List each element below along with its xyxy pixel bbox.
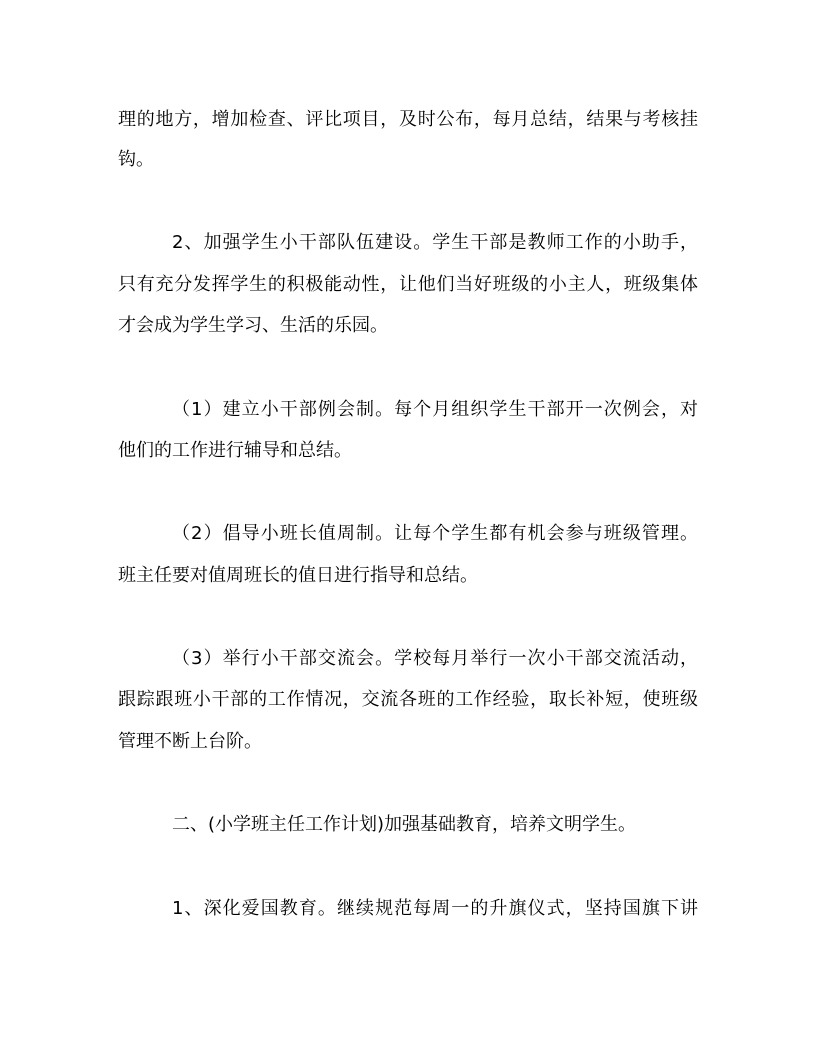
- section-heading: 二、(小学班主任工作计划)加强基础教育，培养文明学生。: [172, 814, 637, 835]
- paragraph-3-line-2: 他们的工作进行辅导和总结。: [118, 440, 352, 461]
- paragraph-3-line-1: （1）建立小干部例会制。每个月组织学生干部开一次例会，对: [172, 399, 698, 420]
- paragraph-5-line-2: 跟踪跟班小干部的工作情况，交流各班的工作经验，取长补短，使班级: [118, 689, 698, 710]
- paragraph-4-line-1: （2）倡导小班长值周制。让每个学生都有机会参与班级管理。: [172, 523, 698, 544]
- paragraph-2-line-3: 才会成为学生学习、生活的乐园。: [118, 315, 388, 336]
- paragraph-7-line-1: 1、深化爱国教育。继续规范每周一的升旗仪式，坚持国旗下讲: [172, 898, 698, 919]
- paragraph-5-line-1: （3）举行小干部交流会。学校每月举行一次小干部交流活动，: [172, 648, 698, 669]
- paragraph-1-line-2: 钩。: [118, 149, 154, 170]
- paragraph-1-line-1: 理的地方，增加检查、评比项目，及时公布，每月总结，结果与考核挂: [118, 109, 698, 130]
- paragraph-2-line-1: 2、加强学生小干部队伍建设。学生干部是教师工作的小助手，: [172, 232, 698, 253]
- paragraph-2-line-2: 只有充分发挥学生的积极能动性，让他们当好班级的小主人，班级集体: [118, 274, 698, 295]
- paragraph-4-line-2: 班主任要对值周班长的值日进行指导和总结。: [118, 565, 478, 586]
- paragraph-5-line-3: 管理不断上台阶。: [118, 731, 262, 752]
